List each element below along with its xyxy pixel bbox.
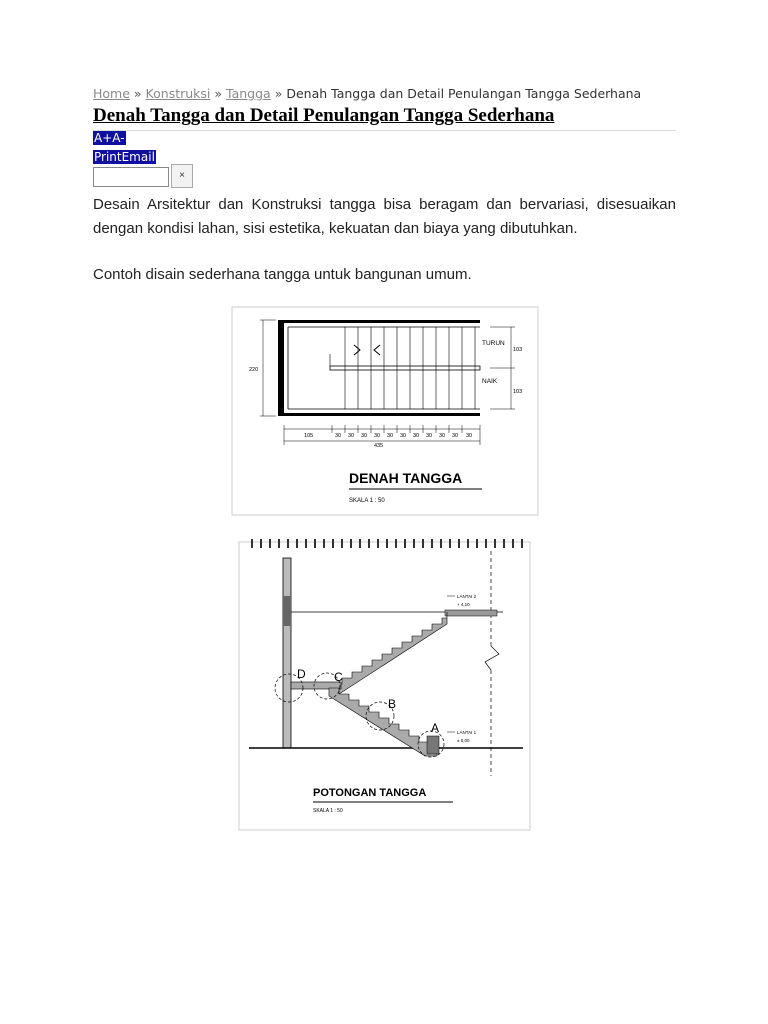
dim-height: 220	[249, 367, 259, 373]
label-up: NAIK	[482, 378, 498, 385]
stair-plan-figure	[230, 305, 540, 517]
font-size-controls[interactable]: A+A-	[94, 131, 125, 145]
breadcrumb-separator: »	[214, 86, 223, 101]
breadcrumb-tangga-link[interactable]: Tangga	[226, 86, 271, 101]
close-button[interactable]: ×	[171, 164, 193, 188]
dim-step: 30	[439, 433, 446, 439]
dim-step: 30	[413, 433, 420, 439]
stair-plan-drawing	[230, 305, 540, 517]
figure1-title: DENAH TANGGA	[349, 470, 463, 486]
floor1-level: ± 0,00	[457, 738, 470, 743]
dim-step: 30	[387, 433, 394, 439]
dim-total: 435	[374, 443, 384, 449]
breadcrumb-separator: »	[274, 86, 283, 101]
breadcrumb	[93, 86, 641, 101]
floor2-label: LANTAI 2	[457, 594, 477, 599]
page-title[interactable]: Denah Tangga dan Detail Penulangan Tangga Sederhana	[93, 105, 555, 126]
label-down: TURUN	[482, 340, 505, 347]
figure2-scale: SKALA 1 : 50	[313, 808, 343, 814]
detail-label-b: B	[388, 697, 397, 711]
dim-step: 30	[426, 433, 433, 439]
dim-step: 30	[400, 433, 407, 439]
intro-paragraph: Desain Arsitektur dan Konstruksi tangga bisa beragam dan bervariasi, disesuaikan dengan kondisi lahan, sisi estetika, kekuatan dan biaya yang dibutuhkan.	[93, 196, 676, 237]
detail-label-a: A	[431, 721, 440, 735]
detail-label-d: D	[297, 667, 306, 681]
print-email-links[interactable]: PrintEmail	[94, 150, 155, 164]
figure2-title: POTONGAN TANGGA	[313, 787, 427, 799]
detail-label-c: C	[334, 670, 343, 684]
breadcrumb-konstruksi-link[interactable]: Konstruksi	[145, 86, 211, 101]
stair-section-drawing	[237, 536, 532, 833]
dim-step: 30	[374, 433, 381, 439]
dim-step: 30	[348, 433, 355, 439]
dim-step: 30	[452, 433, 459, 439]
dim-step: 30	[335, 433, 342, 439]
floor1-label: LANTAI 1	[457, 730, 477, 735]
dim-step: 30	[466, 433, 473, 439]
breadcrumb-home-link[interactable]: Home	[93, 86, 130, 101]
title-divider	[93, 130, 676, 131]
figure1-scale: SKALA 1 : 50	[349, 498, 385, 504]
dim-top: 103	[513, 347, 523, 353]
floor2-level: + 4,10	[457, 602, 470, 607]
example-paragraph: Contoh disain sederhana tangga untuk bangunan umum.	[93, 266, 472, 283]
breadcrumb-current: Denah Tangga dan Detail Penulangan Tangga Sederhana	[286, 86, 642, 101]
search-input[interactable]	[93, 167, 169, 187]
dim-landing: 105	[304, 433, 314, 439]
breadcrumb-separator: »	[133, 86, 142, 101]
stair-section-figure	[237, 536, 532, 833]
dim-step: 30	[361, 433, 368, 439]
dim-bottom: 103	[513, 389, 523, 395]
